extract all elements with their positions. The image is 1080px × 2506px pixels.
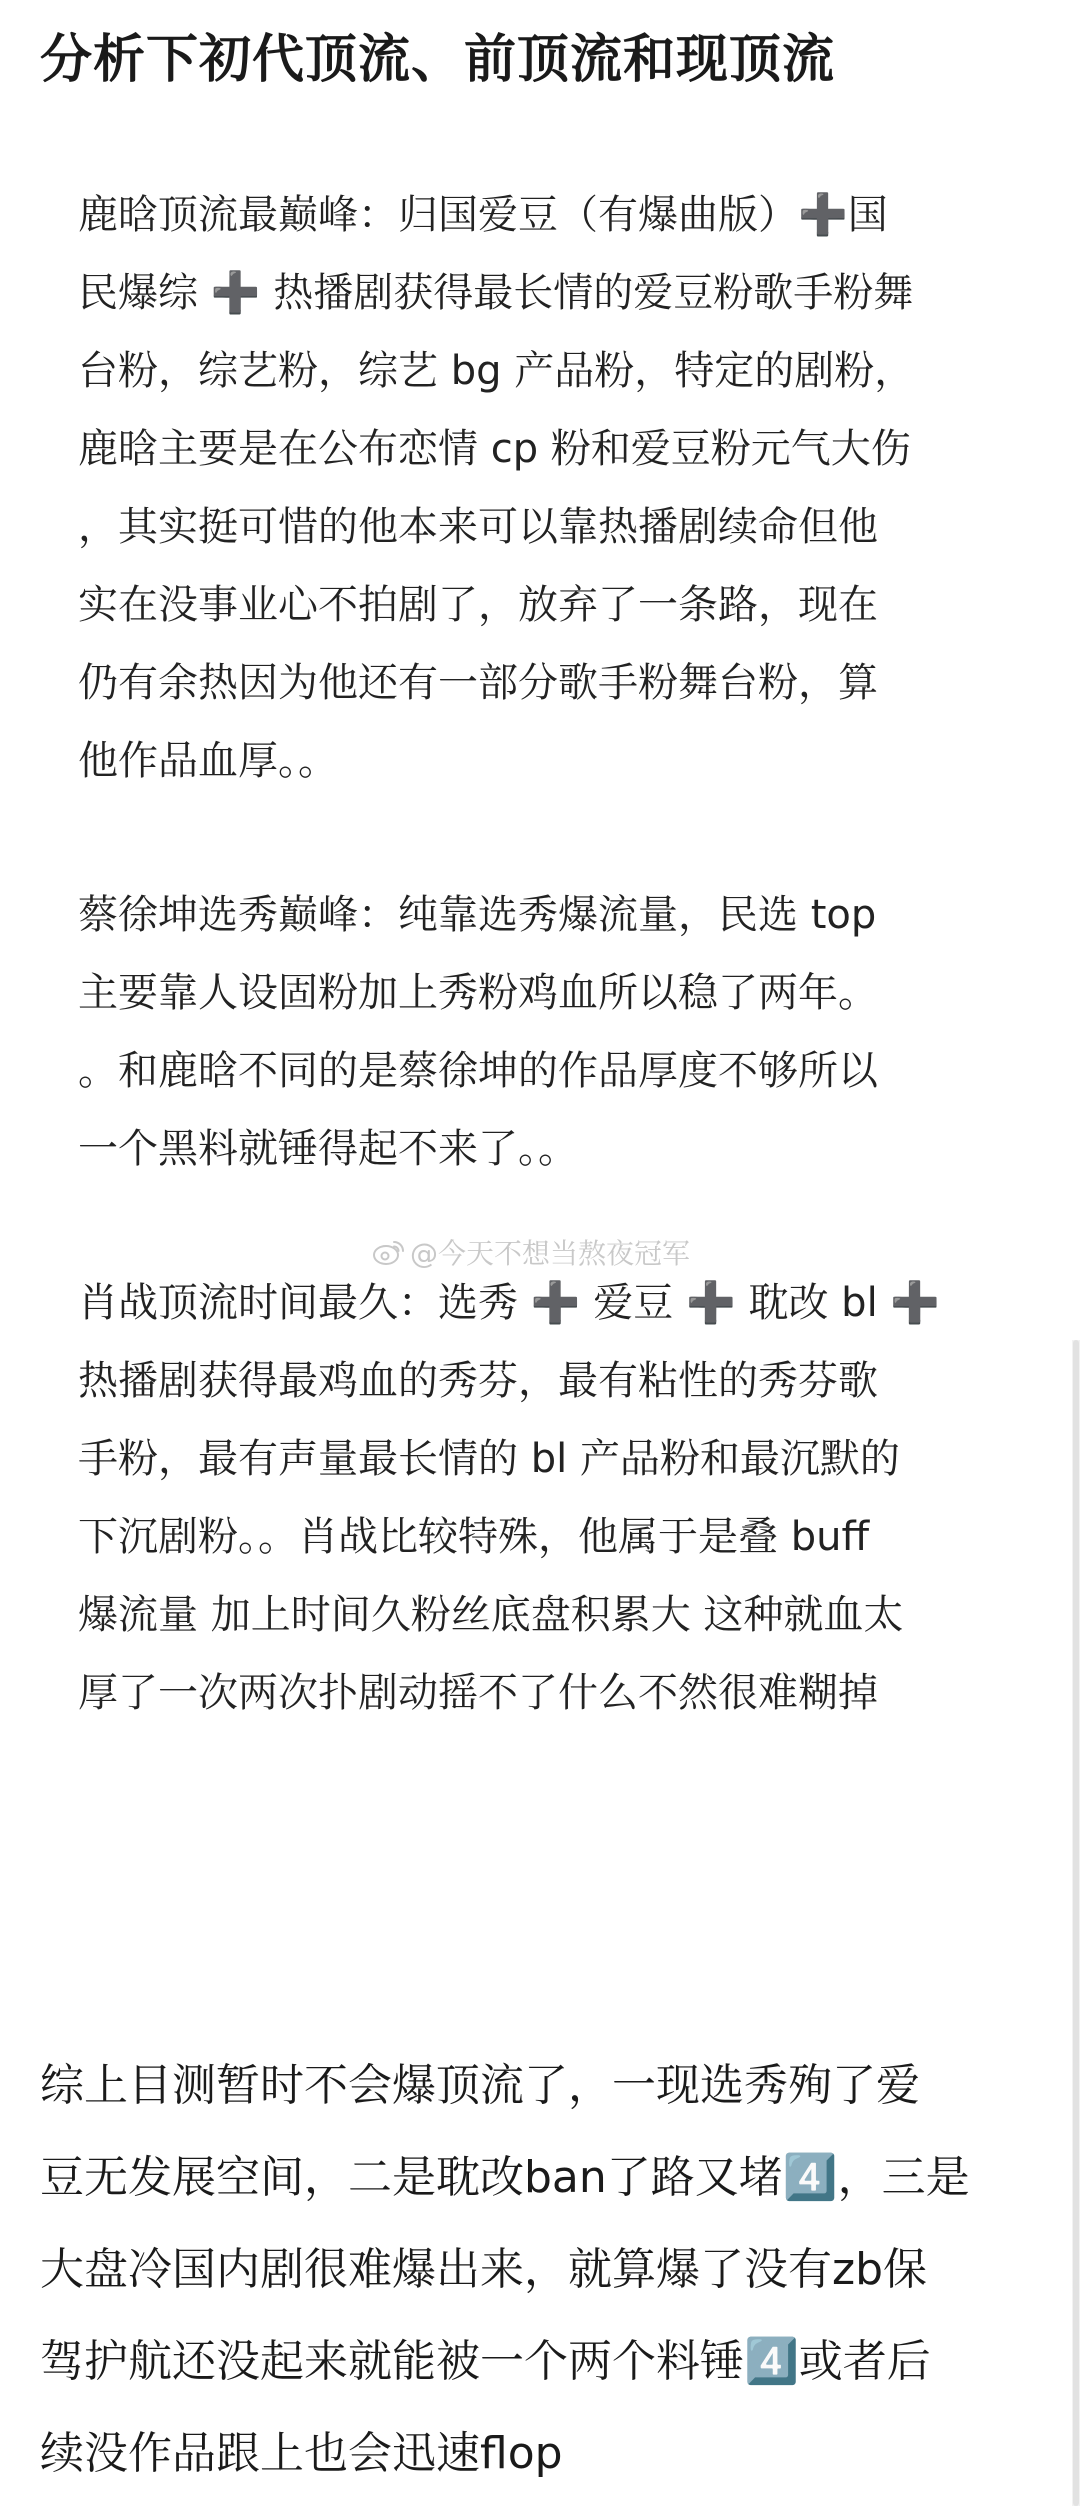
watermark-text: @今天不想当熬夜冠军 — [410, 1237, 691, 1270]
paragraph-line: 肖战顶流时间最久：选秀 ➕ 爱豆 ➕ 耽改 bl ➕ — [78, 1280, 941, 1326]
paragraph-xiaozhan — [78, 1264, 1008, 1732]
conclusion-line: 综上目测暂时不会爆顶流了，一现选秀殉了爱 — [40, 2060, 920, 2111]
conclusion-line: 豆无发展空间，二是耽改ban了路又堵4️⃣，三是 — [40, 2152, 970, 2203]
paragraph-line: 爆流量 加上时间久粉丝底盘积累大 这种就血太 — [78, 1592, 904, 1638]
conclusion-line: 大盘冷国内剧很难爆出来，就算爆了没有zb保 — [40, 2244, 928, 2295]
paragraph-line: 台粉，综艺粉，综艺 bg 产品粉，特定的剧粉， — [78, 348, 915, 394]
paragraph-line: 下沉剧粉。。肖战比较特殊，他属于是叠 buff — [78, 1514, 870, 1560]
paragraph-line: 手粉，最有声量最长情的 bl 产品粉和最沉默的 — [78, 1436, 900, 1482]
paragraph-line: 仍有余热因为他还有一部分歌手粉舞台粉，算 — [78, 660, 878, 706]
paragraph-line: 民爆综 ➕ 热播剧获得最长情的爱豆粉歌手粉舞 — [78, 270, 914, 316]
paragraph-line: 他作品血厚。。 — [78, 738, 338, 784]
page-title: 分析下初代顶流、前顶流和现顶流 — [40, 30, 836, 90]
paragraph-line: 热播剧获得最鸡血的秀芬，最有粘性的秀芬歌 — [78, 1358, 878, 1404]
weibo-icon — [372, 1238, 406, 1266]
scrollbar-thumb[interactable] — [1073, 1340, 1079, 2506]
conclusion-line: 驾护航还没起来就能被一个两个料锤4️⃣或者后 — [40, 2336, 931, 2387]
paragraph-caixukun — [78, 876, 1008, 1188]
paragraph-line: 鹿晗主要是在公布恋情 cp 粉和爱豆粉元气大伤 — [78, 426, 911, 472]
paragraph-luhan — [78, 176, 1008, 800]
paragraph-line: 。和鹿晗不同的是蔡徐坤的作品厚度不够所以 — [78, 1048, 878, 1094]
conclusion-line: 续没作品跟上也会迅速flop — [40, 2428, 563, 2479]
conclusion-paragraph — [40, 2040, 1050, 2500]
paragraph-line: 主要靠人设固粉加上秀粉鸡血所以稳了两年。 — [78, 970, 878, 1016]
paragraph-line: 厚了一次两次扑剧动摇不了什么不然很难糊掉 — [78, 1670, 878, 1716]
paragraph-line: 蔡徐坤选秀巅峰：纯靠选秀爆流量，民选 top — [78, 892, 877, 938]
paragraph-line: ，其实挺可惜的他本来可以靠热播剧续命但他 — [78, 504, 878, 550]
paragraph-line: 实在没事业心不拍剧了，放弃了一条路，现在 — [78, 582, 878, 628]
paragraph-line: 一个黑料就锤得起不来了。。 — [78, 1126, 578, 1172]
paragraph-line: 鹿晗顶流最巅峰：归国爱豆（有爆曲版）➕国 — [78, 192, 888, 238]
